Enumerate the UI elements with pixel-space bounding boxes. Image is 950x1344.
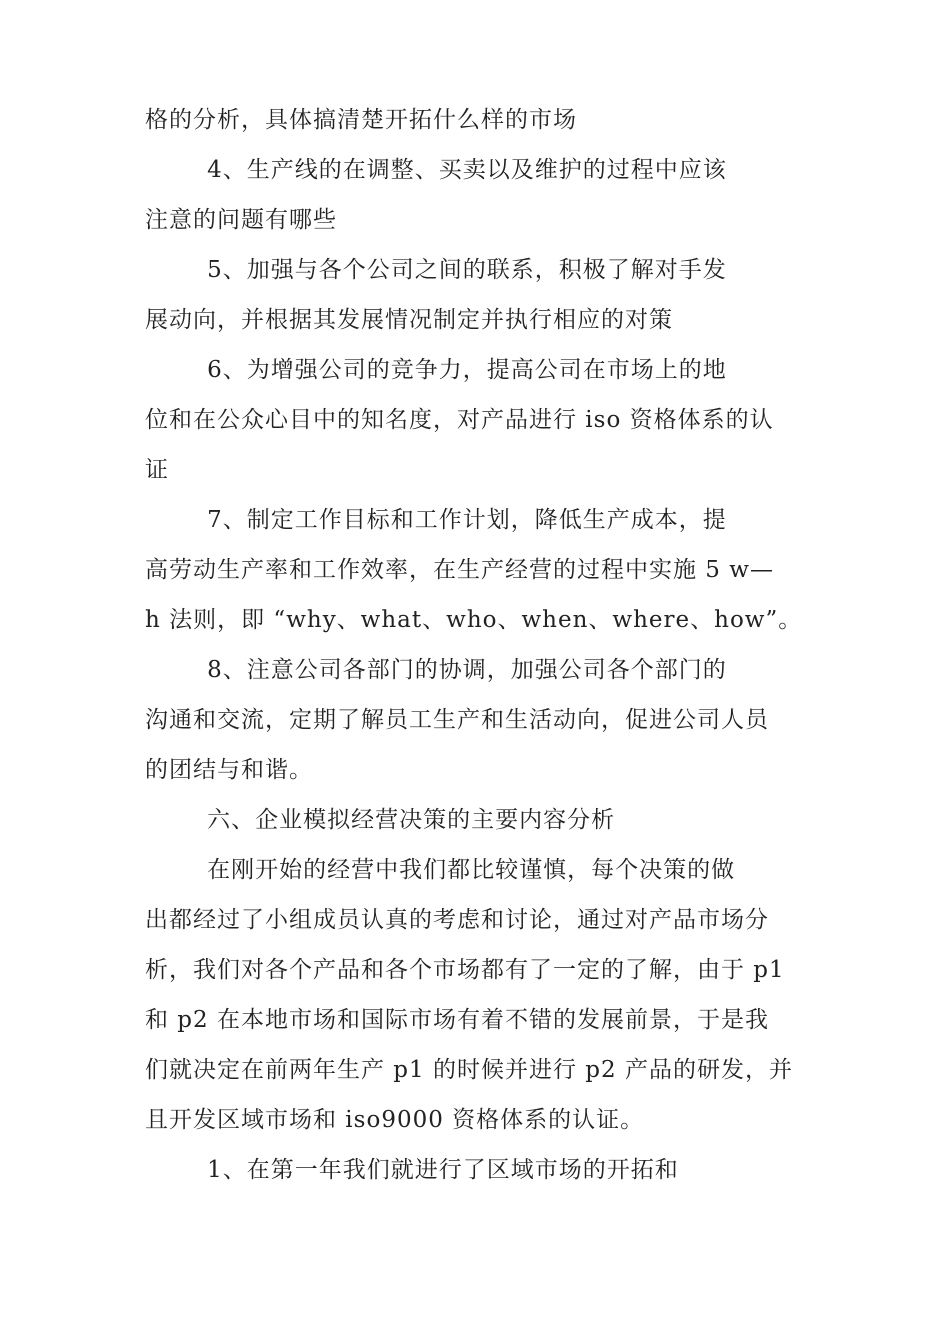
text-line: 和 p2 在本地市场和国际市场有着不错的发展前景，于是我	[145, 1007, 769, 1033]
section-heading	[145, 795, 810, 845]
text-line: 且开发区域市场和 iso9000 资格体系的认证。	[145, 1107, 645, 1133]
text-line: 位和在公众心目中的知名度，对产品进行 iso 资格体系的认	[145, 407, 774, 433]
paragraph-item-4	[145, 145, 810, 245]
text-line: 析，我们对各个产品和各个市场都有了一定的了解，由于 p1	[145, 957, 785, 983]
text-line: 们就决定在前两年生产 p1 的时候并进行 p2 产品的研发，并	[145, 1057, 793, 1083]
heading-text: 六、企业模拟经营决策的主要内容分析	[207, 807, 616, 833]
text-line: 6、为增强公司的竞争力，提高公司在市场上的地	[207, 357, 727, 383]
text-line: h 法则，即 “why、what、who、when、where、how”。	[145, 607, 803, 633]
text-line: 在刚开始的经营中我们都比较谨慎，每个决策的做	[207, 857, 736, 883]
text-line: 注意的问题有哪些	[145, 207, 337, 233]
text-line: 格的分析，具体搞清楚开拓什么样的市场	[145, 107, 577, 133]
paragraph-item-8	[145, 645, 810, 795]
text-line: 出都经过了小组成员认真的考虑和讨论，通过对产品市场分	[145, 907, 769, 933]
text-line: 证	[145, 457, 169, 483]
text-line: 7、制定工作目标和工作计划，降低生产成本，提	[207, 507, 727, 533]
text-line: 5、加强与各个公司之间的联系，积极了解对手发	[207, 257, 727, 283]
paragraph-item-1	[145, 1145, 810, 1195]
paragraph-item-7	[145, 495, 810, 645]
paragraph-item-6	[145, 345, 810, 495]
text-line: 高劳动生产率和工作效率，在生产经营的过程中实施 5 w—	[145, 557, 774, 583]
text-line: 沟通和交流，定期了解员工生产和生活动向，促进公司人员	[145, 707, 769, 733]
paragraph	[145, 95, 810, 145]
text-line: 8、注意公司各部门的协调，加强公司各个部门的	[207, 657, 727, 683]
text-line: 4、生产线的在调整、买卖以及维护的过程中应该	[207, 157, 727, 183]
text-line: 的团结与和谐。	[145, 757, 313, 783]
text-line: 展动向，并根据其发展情况制定并执行相应的对策	[145, 307, 673, 333]
document-body	[145, 95, 810, 1195]
paragraph-item-5	[145, 245, 810, 345]
text-line: 1、在第一年我们就进行了区域市场的开拓和	[207, 1157, 679, 1183]
paragraph-analysis	[145, 845, 810, 1145]
